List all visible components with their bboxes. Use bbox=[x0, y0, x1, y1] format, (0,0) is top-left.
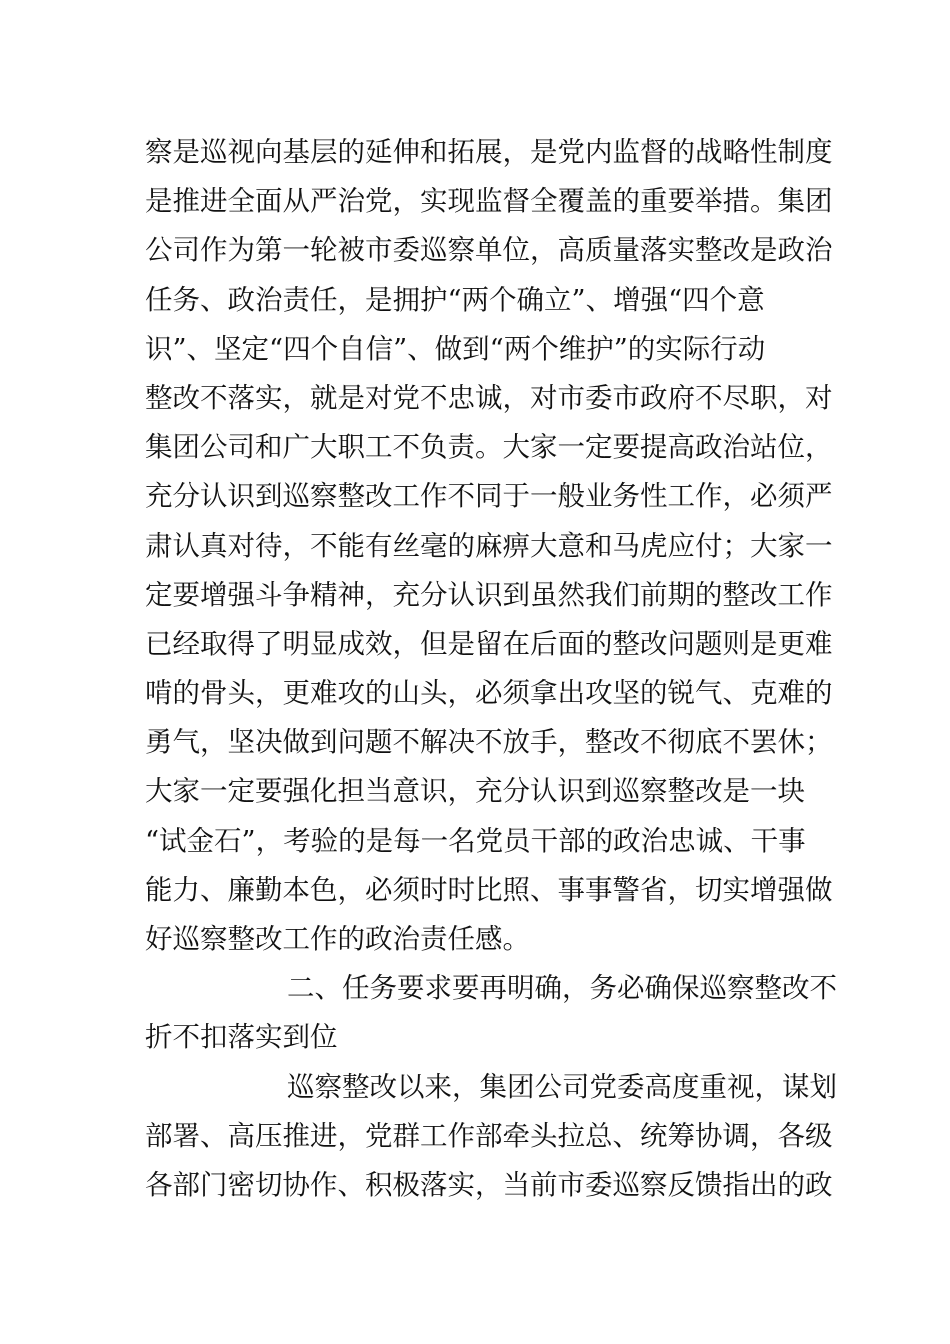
text-line-14: 大家一定要强化担当意识，充分认识到巡察整改是一块 bbox=[145, 775, 805, 808]
text-line-12: 啃的骨头，更难攻的山头，必须拿出攻坚的锐气、克难的 bbox=[145, 677, 833, 710]
text-line-1: 察是巡视向基层的延伸和拓展，是党内监督的战略性制度 bbox=[145, 136, 833, 168]
text-line-3: 公司作为第一轮被市委巡察单位，高质量落实整改是政治 bbox=[145, 234, 833, 267]
text-line-21: 部署、高压推进，党群工作部牵头拉总、统筹协调，各级 bbox=[145, 1119, 833, 1152]
text-line-2: 是推进全面从严治党，实现监督全覆盖的重要举措。集团 bbox=[145, 185, 833, 218]
text-line-6: 整改不落实，就是对党不忠诚，对市委市政府不尽职，对 bbox=[145, 381, 833, 414]
text-line-22: 各部门密切协作、积极落实，当前市委巡察反馈指出的政 bbox=[145, 1168, 833, 1201]
text-line-7: 集团公司和广大职工不负责。大家一定要提高政治站位， bbox=[145, 431, 833, 464]
document-body bbox=[145, 128, 837, 1210]
text-line-9: 肃认真对待，不能有丝毫的麻痹大意和马虎应付；大家一 bbox=[145, 529, 833, 562]
text-line-13: 勇气，坚决做到问题不解决不放手，整改不彻底不罢休； bbox=[145, 726, 833, 759]
section-heading-line-2: 折不扣落实到位 bbox=[145, 1021, 338, 1054]
text-line-16: 能力、廉勤本色，必须时时比照、事事警省，切实增强做 bbox=[145, 873, 833, 906]
text-line-4: 任务、政治责任，是拥护“两个确立”、增强“四个意 bbox=[145, 283, 765, 316]
text-line-15: “试金石”，考验的是每一名党员干部的政治忠诚、干事 bbox=[145, 824, 806, 857]
text-line-8: 充分认识到巡察整改工作不同于一般业务性工作，必须严 bbox=[145, 480, 833, 513]
text-line-5: 识”、坚定“四个自信”、做到“两个维护”的实际行动 bbox=[145, 332, 766, 365]
section-heading-line-1: 二、任务要求要再明确，务必确保巡察整改不 bbox=[287, 972, 837, 1005]
paragraph-start-line: 巡察整改以来，集团公司党委高度重视，谋划 bbox=[287, 1070, 837, 1103]
text-line-11: 已经取得了明显成效，但是留在后面的整改问题则是更难 bbox=[145, 627, 833, 660]
text-line-10: 定要增强斗争精神，充分认识到虽然我们前期的整改工作 bbox=[145, 578, 833, 611]
text-line-17: 好巡察整改工作的政治责任感。 bbox=[145, 923, 530, 955]
